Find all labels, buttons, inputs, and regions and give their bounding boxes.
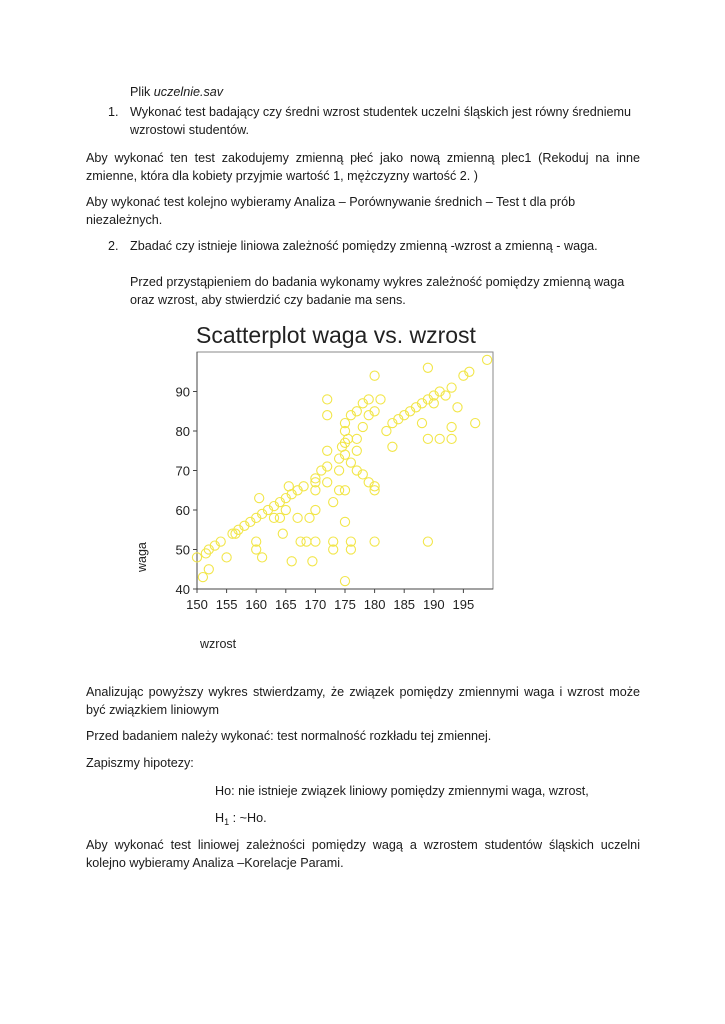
data-point <box>340 486 349 495</box>
list-number: 2. <box>108 239 119 253</box>
hypothesis-h1 <box>215 809 267 827</box>
list-subtext: Przed przystąpieniem do badania wykonamy wykres zależność pomiędzy zmienną waga oraz wzrost, aby stwierdzić czy badanie ma sens. <box>130 275 625 307</box>
x-tick-label: 175 <box>334 597 356 612</box>
data-point <box>258 553 267 562</box>
data-point <box>222 553 231 562</box>
x-tick-label: 180 <box>363 597 386 612</box>
x-tick-label: 185 <box>393 597 416 612</box>
paragraph-analysis: Analizując powyższy wykres stwierdzamy, że związek pomiędzy zmiennymi waga i wzrost może być związkiem liniowym <box>86 685 640 717</box>
data-point <box>388 442 397 451</box>
x-tick-label: 195 <box>452 597 475 612</box>
y-tick-label: 60 <box>175 503 190 518</box>
x-tick-label: 150 <box>186 597 208 612</box>
x-tick-label: 165 <box>274 597 297 612</box>
data-point <box>352 434 361 443</box>
file-prefix: Plik <box>130 85 154 99</box>
y-axis-label: waga <box>135 542 149 572</box>
list-text: Wykonać test badający czy średni wzrost studentek uczelni śląskich jest równy średniemu wzrostowi studentów. <box>130 105 632 137</box>
paragraph-normality: Przed badaniem należy wykonać: test normalność rozkładu tej zmiennej. <box>86 729 492 743</box>
data-point <box>423 537 432 546</box>
paragraph-correlation: Aby wykonać test liniowej zależności pomiędzy wagą a wzrostem studentów śląskich uczelni kolejno wybieramy Analiza –Korelacje Parami. <box>86 838 640 870</box>
data-point <box>323 446 332 455</box>
data-point <box>483 355 492 364</box>
x-tick-label: 155 <box>215 597 238 612</box>
data-point <box>323 478 332 487</box>
h1-subscript: 1 <box>224 817 230 827</box>
data-point <box>335 466 344 475</box>
h1-rest: : ~Ho. <box>229 811 267 825</box>
x-axis-label: wzrost <box>200 637 237 651</box>
y-tick-label: 80 <box>175 424 190 439</box>
data-point <box>358 422 367 431</box>
data-point <box>447 434 456 443</box>
data-point <box>340 517 349 526</box>
x-ticks <box>186 589 474 612</box>
data-point <box>305 513 314 522</box>
data-point <box>287 557 296 566</box>
paragraph-hypotheses: Zapiszmy hipotezy: <box>86 756 194 770</box>
paragraph-recode: Aby wykonać ten test zakodujemy zmienną płeć jako nową zmienną plec1 (Rekoduj na inne zmienne, która dla kobiety przyjmie wartość 1, mężczyzny wartość 2. ) <box>86 151 640 183</box>
y-ticks <box>176 385 197 598</box>
y-tick-label: 90 <box>175 384 190 400</box>
x-tick-label: 160 <box>245 597 268 612</box>
data-point <box>323 411 332 420</box>
data-point <box>311 505 320 514</box>
file-name: uczelnie.sav <box>153 85 224 99</box>
data-point <box>302 537 311 546</box>
list-text: Zbadać czy istnieje liniowa zależność pomiędzy zmienną -wzrost a zmienną - waga. <box>130 239 598 253</box>
data-point <box>435 434 444 443</box>
y-tick-label: 70 <box>175 463 190 479</box>
data-point <box>370 371 379 380</box>
data-point <box>447 422 456 431</box>
data-point <box>423 434 432 443</box>
scatterplot <box>130 315 510 655</box>
data-point <box>370 537 379 546</box>
data-point <box>447 383 456 392</box>
data-point <box>453 403 462 412</box>
x-tick-label: 170 <box>304 597 327 612</box>
data-point <box>278 529 287 538</box>
data-point <box>275 513 284 522</box>
points-layer <box>192 355 491 585</box>
data-point <box>293 513 302 522</box>
data-point <box>281 505 290 514</box>
data-point <box>329 498 338 507</box>
paragraph-ttest: Aby wykonać test kolejno wybieramy Analiza – Porównywanie średnich – Test t dla prób niezależnych. <box>86 195 576 227</box>
chart-title: Scatterplot waga vs. wzrost <box>196 322 476 348</box>
plot-frame <box>197 352 493 589</box>
data-point <box>352 446 361 455</box>
data-point <box>308 557 317 566</box>
data-point <box>376 395 385 404</box>
data-point <box>346 458 355 467</box>
x-tick-label: 190 <box>422 597 445 612</box>
data-point <box>340 577 349 586</box>
y-tick-label: 50 <box>175 542 190 558</box>
data-point <box>417 419 426 428</box>
data-point <box>198 573 207 582</box>
data-point <box>255 494 264 503</box>
data-point <box>204 565 213 574</box>
data-point <box>311 537 320 546</box>
data-point <box>423 363 432 372</box>
hypothesis-h0: Ho: nie istnieje związek liniowy pomiędzy zmiennymi waga, wzrost, <box>215 784 589 798</box>
axis-lines <box>197 352 493 589</box>
data-point <box>382 426 391 435</box>
data-point <box>471 419 480 428</box>
data-point <box>323 395 332 404</box>
list-number: 1. <box>108 105 119 119</box>
file-line <box>130 83 223 101</box>
h1-letter: H <box>215 811 225 825</box>
y-tick-label: 40 <box>175 582 190 597</box>
